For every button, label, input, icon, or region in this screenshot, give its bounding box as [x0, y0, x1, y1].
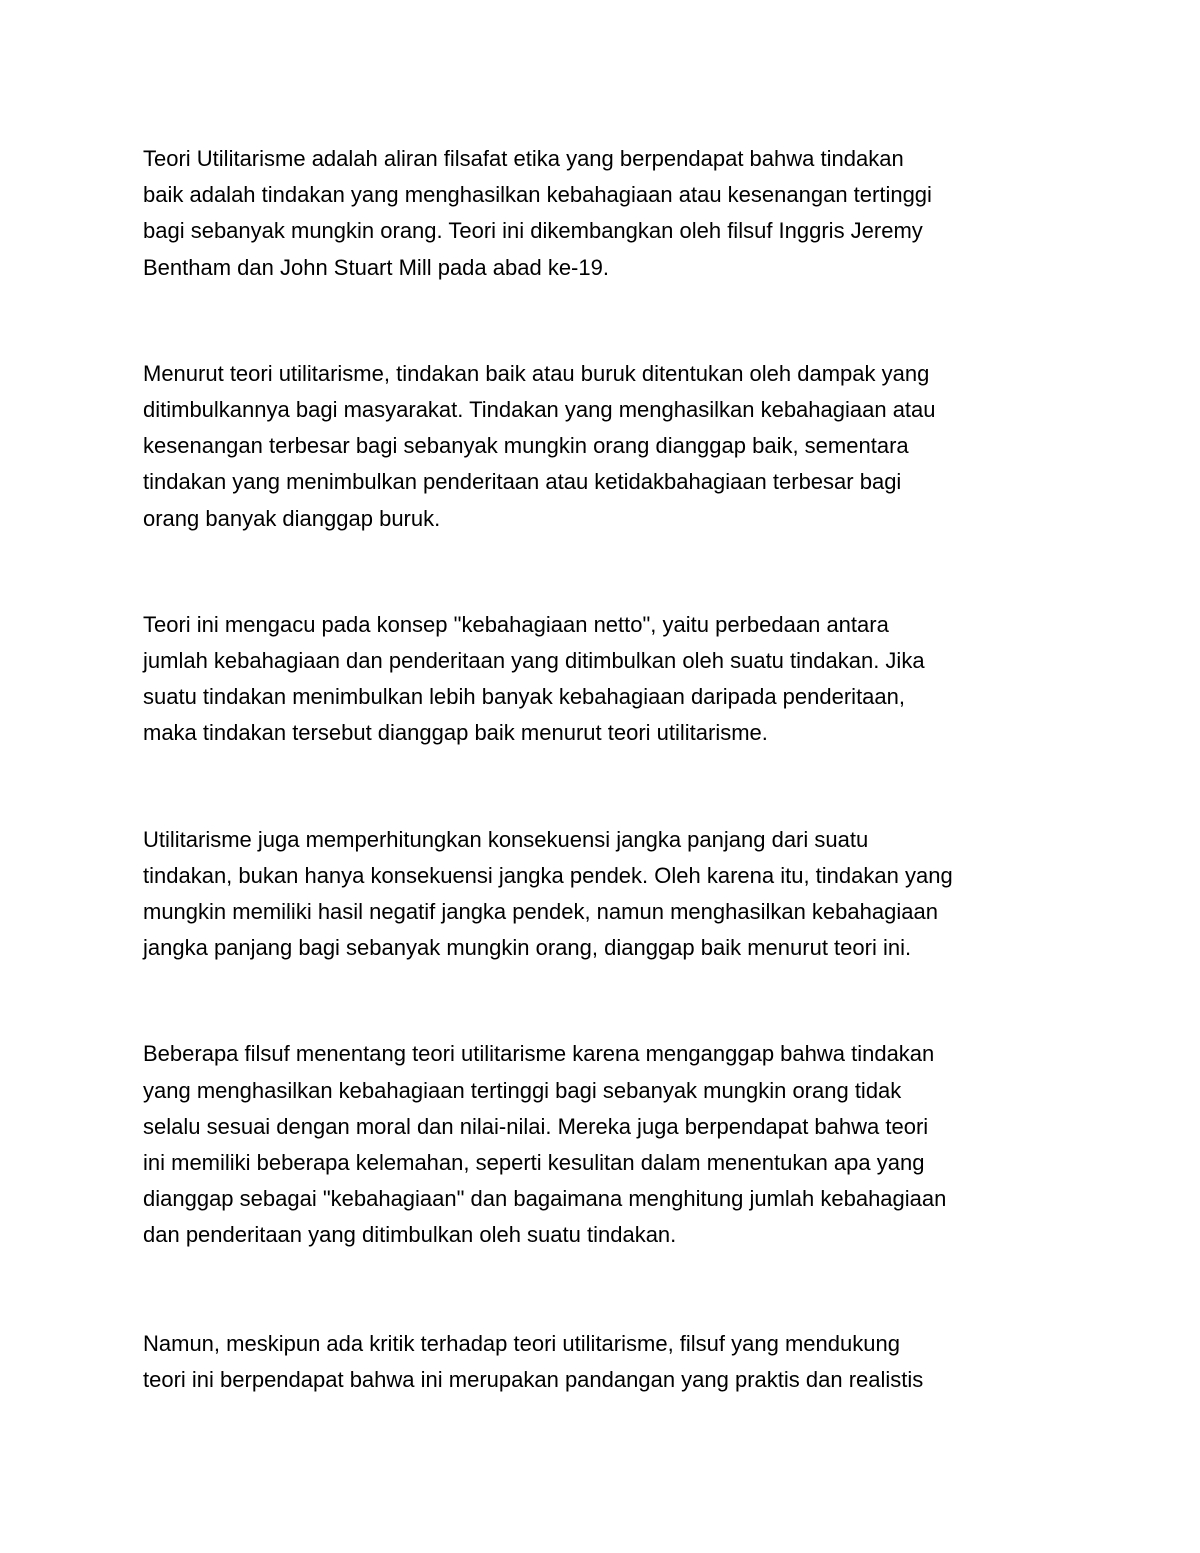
paragraph-line: Namun, meskipun ada kritik terhadap teori utilitarisme, filsuf yang mendukung — [143, 1330, 900, 1356]
paragraph-line: tindakan, bukan hanya konsekuensi jangka pendek. Oleh karena itu, tindakan yang — [143, 862, 953, 888]
paragraph-line: Beberapa filsuf menentang teori utilitarisme karena menganggap bahwa tindakan — [143, 1041, 935, 1067]
paragraph-line: jangka panjang bagi sebanyak mungkin orang, dianggap baik menurut teori ini. — [143, 935, 912, 961]
paragraph-line: orang banyak dianggap buruk. — [143, 505, 441, 531]
paragraph-line: Teori Utilitarisme adalah aliran filsafat etika yang berpendapat bahwa tindakan — [143, 146, 904, 171]
paragraph-spacer — [143, 537, 1073, 607]
paragraph-2 — [143, 356, 1073, 537]
paragraph-line: mungkin memiliki hasil negatif jangka pendek, namun menghasilkan kebahagiaan — [143, 899, 938, 925]
paragraph-5 — [143, 1036, 1073, 1253]
paragraph-line: Teori ini mengacu pada konsep "kebahagiaan netto", yaitu perbedaan antara — [143, 611, 889, 637]
paragraph-line: Menurut teori utilitarisme, tindakan baik atau buruk ditentukan oleh dampak yang — [143, 360, 930, 386]
paragraph-line: selalu sesuai dengan moral dan nilai-nilai. Mereka juga berpendapat bahwa teori — [143, 1113, 929, 1139]
paragraph-line: suatu tindakan menimbulkan lebih banyak kebahagiaan daripada penderitaan, — [143, 684, 905, 710]
paragraph-4 — [143, 822, 1073, 967]
document-body — [143, 141, 1073, 1398]
paragraph-line: teori ini berpendapat bahwa ini merupakan pandangan yang praktis dan realistis — [143, 1366, 924, 1392]
paragraph-line: jumlah kebahagiaan dan penderitaan yang ditimbulkan oleh suatu tindakan. Jika — [143, 648, 925, 674]
paragraph-spacer — [143, 966, 1073, 1036]
paragraph-line: ini memiliki beberapa kelemahan, seperti kesulitan dalam menentukan apa yang — [143, 1150, 925, 1176]
paragraph-line: dan penderitaan yang ditimbulkan oleh suatu tindakan. — [143, 1222, 677, 1248]
paragraph-line: maka tindakan tersebut dianggap baik menurut teori utilitarisme. — [143, 720, 768, 746]
paragraph-spacer — [143, 752, 1073, 822]
paragraph-line: kesenangan terbesar bagi sebanyak mungkin orang dianggap baik, sementara — [143, 433, 909, 459]
paragraph-line: tindakan yang menimbulkan penderitaan atau ketidakbahagiaan terbesar bagi — [143, 469, 902, 495]
paragraph-spacer — [143, 286, 1073, 356]
paragraph-line: baik adalah tindakan yang menghasilkan kebahagiaan atau kesenangan tertinggi — [143, 182, 932, 208]
paragraph-3 — [143, 607, 1073, 752]
paragraph-1 — [143, 141, 1073, 286]
paragraph-6 — [143, 1326, 1073, 1398]
paragraph-line: Utilitarisme juga memperhitungkan konsekuensi jangka panjang dari suatu — [143, 826, 869, 852]
paragraph-line: yang menghasilkan kebahagiaan tertinggi bagi sebanyak mungkin orang tidak — [143, 1077, 902, 1103]
paragraph-line: bagi sebanyak mungkin orang. Teori ini dikembangkan oleh filsuf Inggris Jeremy — [143, 218, 923, 244]
paragraph-line: dianggap sebagai "kebahagiaan" dan bagaimana menghitung jumlah kebahagiaan — [143, 1186, 947, 1212]
paragraph-spacer — [143, 1254, 1073, 1326]
paragraph-line: Bentham dan John Stuart Mill pada abad ke-19. — [143, 254, 609, 280]
paragraph-line: ditimbulkannya bagi masyarakat. Tindakan yang menghasilkan kebahagiaan atau — [143, 397, 936, 423]
